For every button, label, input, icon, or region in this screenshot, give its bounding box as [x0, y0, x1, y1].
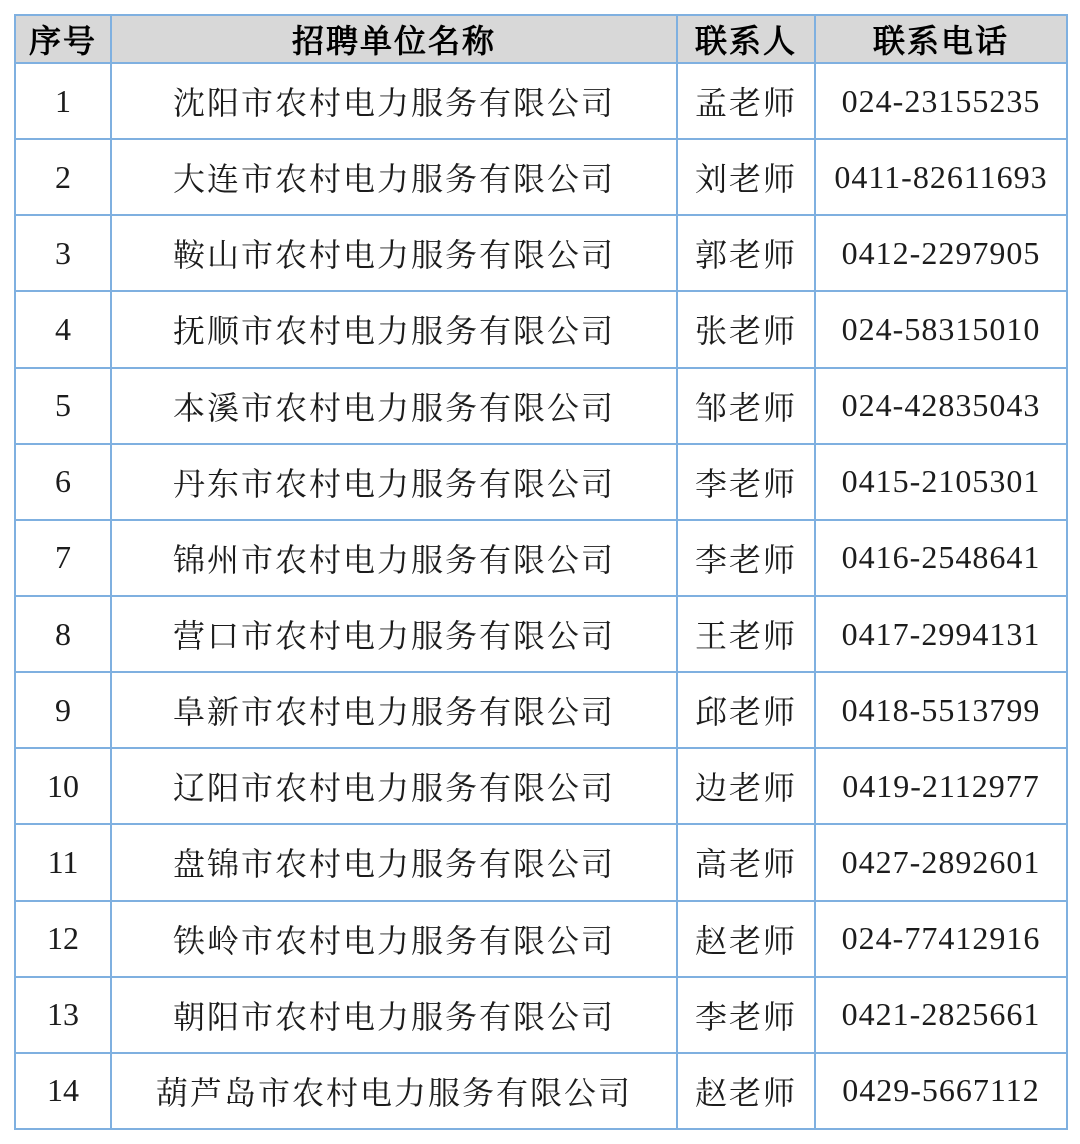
serial-cell: 11	[15, 824, 111, 900]
table-row	[15, 291, 1067, 367]
table-row	[15, 368, 1067, 444]
phone-cell: 0417-2994131	[815, 596, 1067, 672]
table-row	[15, 444, 1067, 520]
contact-cell: 赵老师	[677, 1053, 815, 1129]
phone-cell: 0416-2548641	[815, 520, 1067, 596]
contact-cell: 赵老师	[677, 901, 815, 977]
serial-cell: 13	[15, 977, 111, 1053]
phone-cell: 0421-2825661	[815, 977, 1067, 1053]
company-cell: 盘锦市农村电力服务有限公司	[111, 824, 677, 900]
phone-cell: 024-77412916	[815, 901, 1067, 977]
company-cell: 丹东市农村电力服务有限公司	[111, 444, 677, 520]
phone-cell: 0415-2105301	[815, 444, 1067, 520]
serial-cell: 4	[15, 291, 111, 367]
contact-cell: 张老师	[677, 291, 815, 367]
phone-cell: 0411-82611693	[815, 139, 1067, 215]
serial-cell: 6	[15, 444, 111, 520]
phone-cell: 024-42835043	[815, 368, 1067, 444]
table-row	[15, 901, 1067, 977]
table-row	[15, 215, 1067, 291]
company-cell: 营口市农村电力服务有限公司	[111, 596, 677, 672]
phone-cell: 0427-2892601	[815, 824, 1067, 900]
phone-cell: 0419-2112977	[815, 748, 1067, 824]
serial-cell: 1	[15, 63, 111, 139]
table-row	[15, 520, 1067, 596]
serial-cell: 14	[15, 1053, 111, 1129]
serial-cell: 7	[15, 520, 111, 596]
company-cell: 本溪市农村电力服务有限公司	[111, 368, 677, 444]
phone-cell: 0418-5513799	[815, 672, 1067, 748]
company-cell: 辽阳市农村电力服务有限公司	[111, 748, 677, 824]
company-cell: 阜新市农村电力服务有限公司	[111, 672, 677, 748]
contact-cell: 邹老师	[677, 368, 815, 444]
serial-cell: 3	[15, 215, 111, 291]
column-header-contact: 联系人	[677, 15, 815, 63]
serial-cell: 2	[15, 139, 111, 215]
contact-cell: 李老师	[677, 520, 815, 596]
table-header-row	[15, 15, 1067, 63]
company-cell: 鞍山市农村电力服务有限公司	[111, 215, 677, 291]
contact-cell: 边老师	[677, 748, 815, 824]
company-cell: 大连市农村电力服务有限公司	[111, 139, 677, 215]
serial-cell: 9	[15, 672, 111, 748]
phone-cell: 0412-2297905	[815, 215, 1067, 291]
table-row	[15, 1053, 1067, 1129]
company-cell: 抚顺市农村电力服务有限公司	[111, 291, 677, 367]
company-cell: 朝阳市农村电力服务有限公司	[111, 977, 677, 1053]
contact-cell: 高老师	[677, 824, 815, 900]
table-row	[15, 63, 1067, 139]
company-cell: 葫芦岛市农村电力服务有限公司	[111, 1053, 677, 1129]
serial-cell: 5	[15, 368, 111, 444]
contact-cell: 邱老师	[677, 672, 815, 748]
company-cell: 锦州市农村电力服务有限公司	[111, 520, 677, 596]
contact-cell: 李老师	[677, 977, 815, 1053]
phone-cell: 0429-5667112	[815, 1053, 1067, 1129]
serial-cell: 10	[15, 748, 111, 824]
contact-cell: 刘老师	[677, 139, 815, 215]
contact-cell: 李老师	[677, 444, 815, 520]
column-header-company: 招聘单位名称	[111, 15, 677, 63]
table-row	[15, 748, 1067, 824]
column-header-serial: 序号	[15, 15, 111, 63]
table-row	[15, 824, 1067, 900]
table-row	[15, 672, 1067, 748]
serial-cell: 12	[15, 901, 111, 977]
table-row	[15, 139, 1067, 215]
contact-cell: 孟老师	[677, 63, 815, 139]
table-body	[15, 63, 1067, 1129]
phone-cell: 024-58315010	[815, 291, 1067, 367]
column-header-phone: 联系电话	[815, 15, 1067, 63]
contact-cell: 郭老师	[677, 215, 815, 291]
serial-cell: 8	[15, 596, 111, 672]
company-cell: 沈阳市农村电力服务有限公司	[111, 63, 677, 139]
company-cell: 铁岭市农村电力服务有限公司	[111, 901, 677, 977]
table-row	[15, 596, 1067, 672]
phone-cell: 024-23155235	[815, 63, 1067, 139]
recruiting-contact-table	[14, 14, 1068, 1130]
contact-cell: 王老师	[677, 596, 815, 672]
table-row	[15, 977, 1067, 1053]
